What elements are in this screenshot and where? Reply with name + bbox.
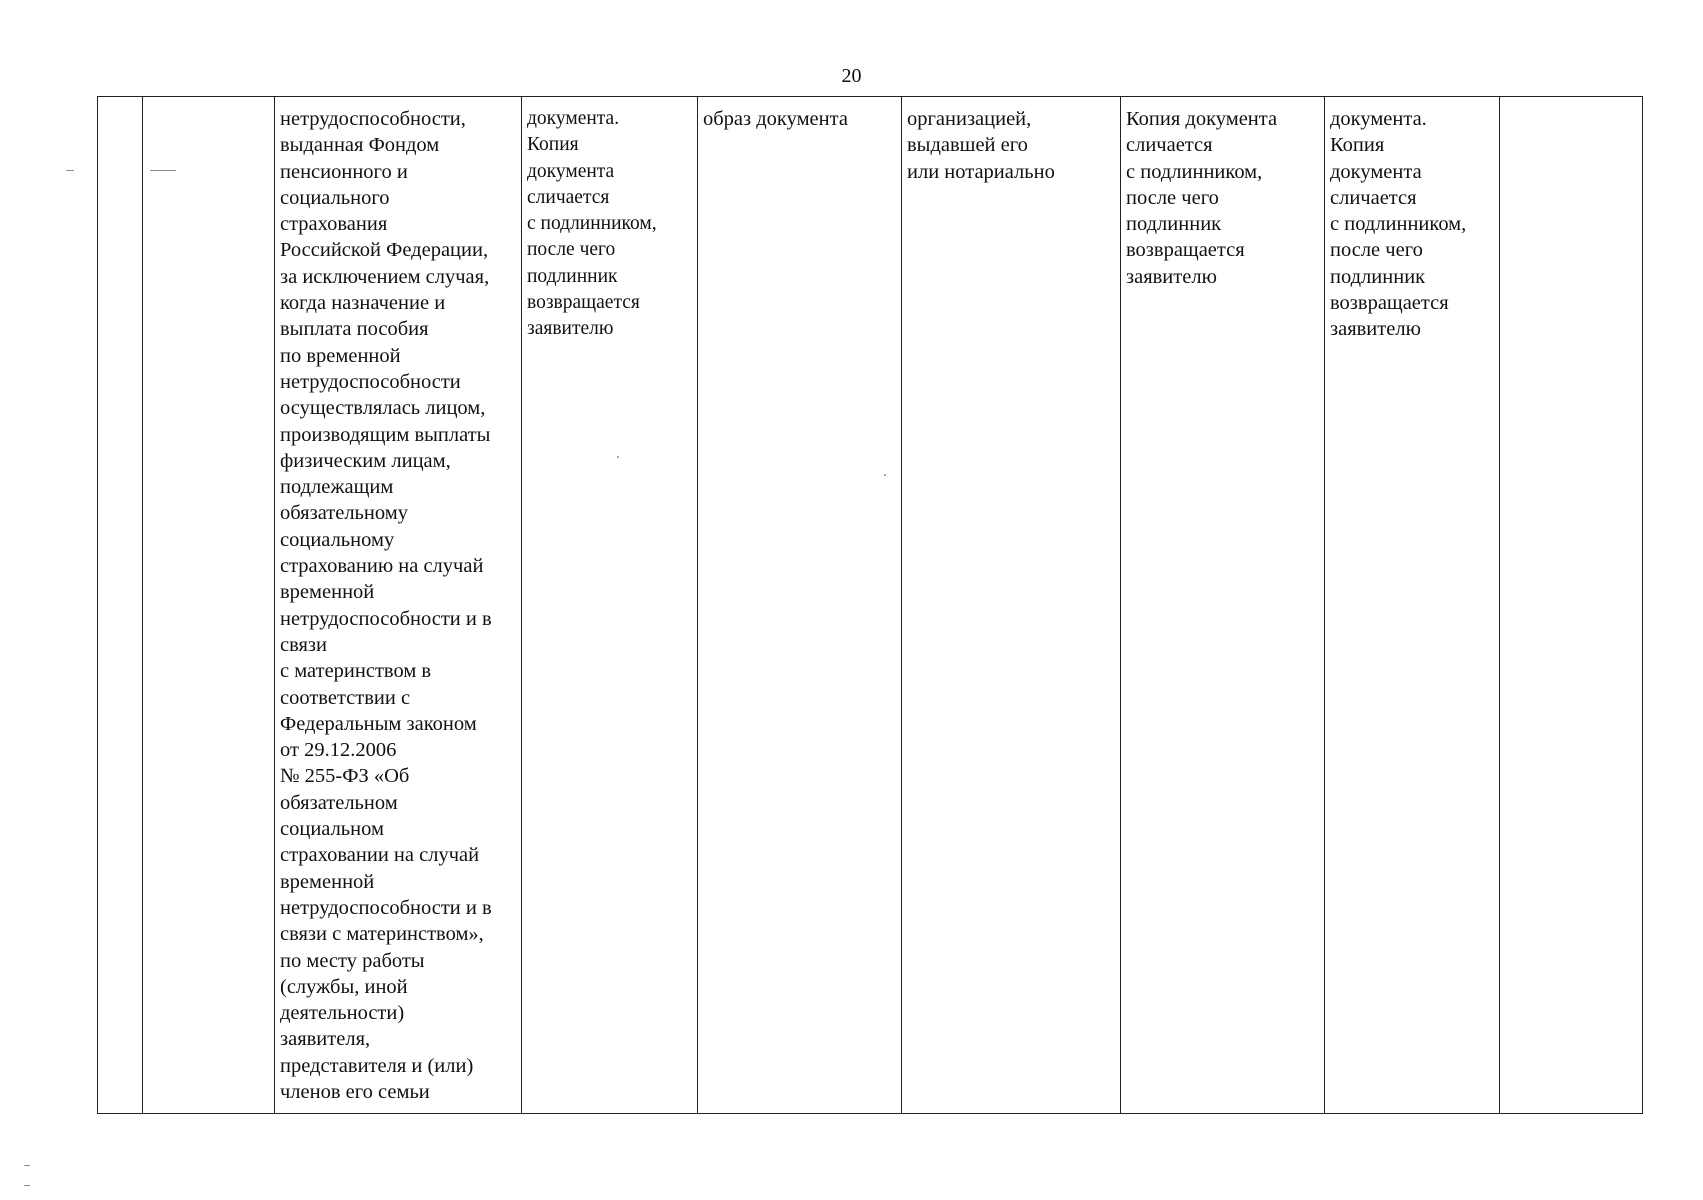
scan-speck (150, 170, 176, 171)
table-cell-col1 (98, 97, 143, 1114)
document-table (97, 96, 1643, 1114)
table-cell-original-return: документа. Копия документа сличается с подлинником, после чего подлинник возвращается заявителю (1325, 97, 1500, 1114)
page-number: 20 (841, 65, 862, 87)
table-row (98, 97, 1643, 1114)
scan-speck (66, 170, 74, 171)
table-cell-col9 (1500, 97, 1643, 1114)
table-cell-document-form: образ документа (698, 97, 902, 1114)
table-cell-certification: организацией, выдавшей его или нотариально (902, 97, 1121, 1114)
scan-speck (884, 474, 886, 476)
table-cell-document-description: нетрудоспособности, выданная Фондом пенсионного и социального страхования Российской Федерации, за исключением случая, когда назначение и выплата пособия по временной нетрудоспособности осуществлялась лицом, производящим выплаты физическим лицам, подлежащим обязательному социальному страхованию на случай временной нетрудоспособности и в связи с материнством в соответствии с Федеральным законом от 29.12.2006 № 255-ФЗ «Об обязательном социальном страховании на случай временной нетрудоспособности и в связи с материнством», по месту работы (службы, иной деятельности) заявителя, представителя и (или) членов его семьи (275, 97, 522, 1114)
scan-speck (24, 1185, 30, 1186)
scan-speck (24, 1165, 30, 1166)
scan-speck (617, 456, 619, 458)
table-cell-submission-procedure: документа. Копия документа сличается с подлинником, после чего подлинник возвращается заявителю (522, 97, 698, 1114)
table-cell-col2 (143, 97, 275, 1114)
table-cell-copy-verification: Копия документа сличается с подлинником, после чего подлинник возвращается заявителю (1121, 97, 1325, 1114)
